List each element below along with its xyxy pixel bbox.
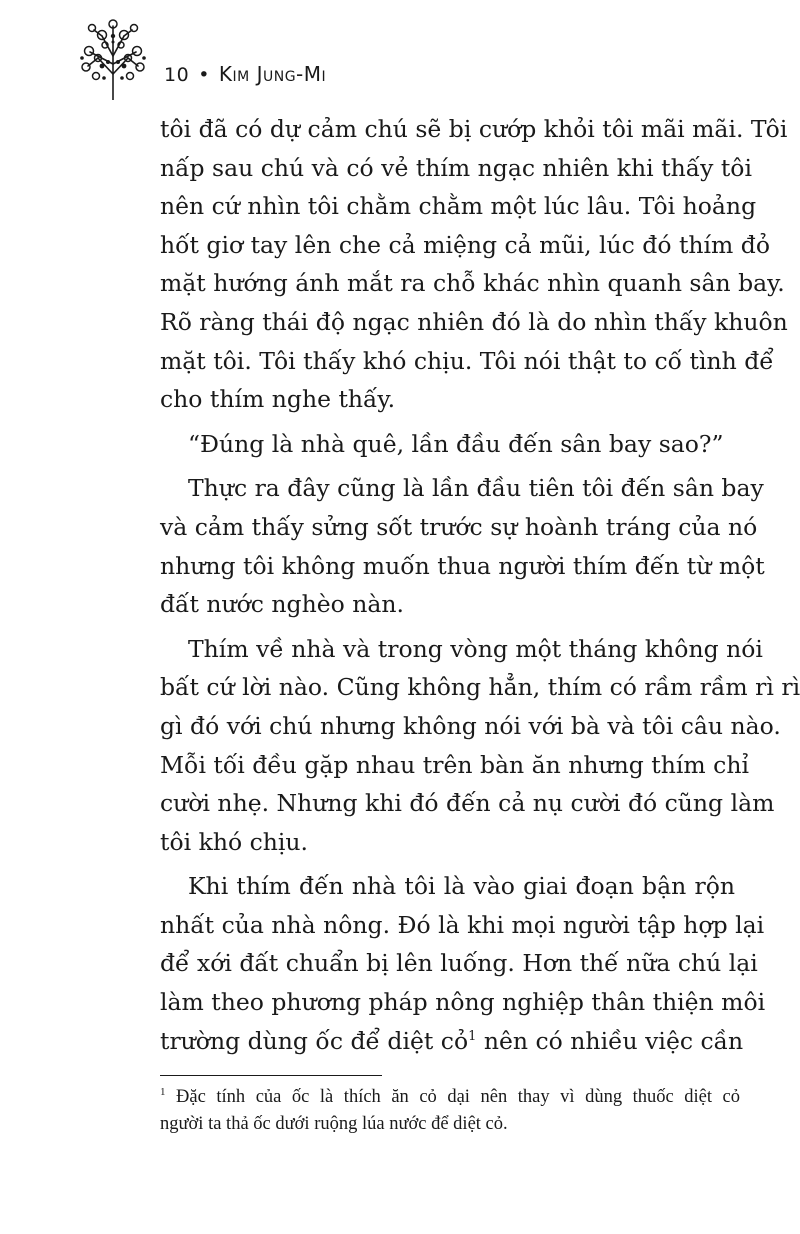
text-line: “Đúng là nhà quê, lần đầu đến sân bay sao?” <box>188 429 724 458</box>
page-number: 10 <box>164 64 190 86</box>
text-line: mặt tôi. Tôi thấy khó chịu. Tôi nói thật to cố tình để <box>160 346 774 375</box>
text-line: Thực ra đây cũng là lần đầu tiên tôi đến sân bay <box>188 474 764 503</box>
text-line: nhất của nhà nông. Đó là khi mọi người tập hợp lại <box>160 910 765 939</box>
text-line: đất nước nghèo nàn. <box>160 590 404 619</box>
paragraph-3 <box>160 469 765 623</box>
running-head <box>164 62 326 86</box>
footnote <box>160 1084 740 1138</box>
text-line: hốt giơ tay lên che cả miệng cả mũi, lúc đó thím đỏ <box>160 230 771 259</box>
text-line: Rõ ràng thái độ ngạc nhiên đó là do nhìn thấy khuôn <box>160 307 788 336</box>
text-line <box>160 1022 744 1061</box>
text-segment: nên có nhiều việc cần <box>483 1026 744 1055</box>
page-header <box>78 16 718 100</box>
text-line: cười nhẹ. Nhưng khi đó đến cả nụ cười đó cũng làm <box>160 789 775 818</box>
paragraph-4 <box>160 630 800 862</box>
text-line: nấp sau chú và có vẻ thím ngạc nhiên khi thấy tôi <box>160 153 752 182</box>
footnote-ref: 1 <box>468 1028 477 1044</box>
footnote-text: Đặc tính của ốc là thích ăn cỏ dại nên thay vì dùng thuốc diệt cỏ <box>176 1087 740 1107</box>
separator-bullet: • <box>198 64 210 86</box>
footnote-marker: 1 <box>160 1085 166 1098</box>
author-name: Kim Jung-Mi <box>218 62 327 86</box>
paragraph-5 <box>160 867 766 1060</box>
text-line: Mỗi tối đều gặp nhau trên bàn ăn nhưng thím chỉ <box>160 750 749 779</box>
text-line: làm theo phương pháp nông nghiệp thân thiện môi <box>160 988 766 1017</box>
text-line: cho thím nghe thấy. <box>160 385 396 414</box>
text-line: tôi khó chịu. <box>160 827 308 856</box>
text-line: Khi thím đến nhà tôi là vào giai đoạn bận rộn <box>188 872 735 901</box>
text-segment: trường dùng ốc để diệt cỏ <box>160 1026 469 1055</box>
footnote-divider <box>160 1075 382 1076</box>
paragraph-2 <box>160 425 735 464</box>
text-line: nhưng tôi không muốn thua người thím đến từ một <box>160 551 765 580</box>
paragraph-1 <box>160 110 788 419</box>
text-line: bất cứ lời nào. Cũng không hẳn, thím có rầm rầm rì rì <box>160 673 800 702</box>
text-line: gì đó với chú nhưng không nói với bà và tôi câu nào. <box>160 711 781 740</box>
body-text <box>160 110 800 1060</box>
text-line: để xới đất chuẩn bị lên luống. Hơn thế nữa chú lại <box>160 949 758 978</box>
tree-ornament-icon <box>78 16 148 100</box>
footnote-line: người ta thả ốc dưới ruộng lúa nước để diệt cỏ. <box>160 1114 508 1134</box>
footnote-line <box>160 1084 740 1111</box>
text-line: Thím về nhà và trong vòng một tháng không nói <box>188 634 763 663</box>
text-line: nên cứ nhìn tôi chằm chằm một lúc lâu. Tôi hoảng <box>160 192 757 221</box>
text-line: tôi đã có dự cảm chú sẽ bị cướp khỏi tôi mãi mãi. Tôi <box>160 115 788 143</box>
text-line: mặt hướng ánh mắt ra chỗ khác nhìn quanh sân bay. <box>160 269 785 298</box>
text-line: và cảm thấy sửng sốt trước sự hoành tráng của nó <box>160 512 758 541</box>
